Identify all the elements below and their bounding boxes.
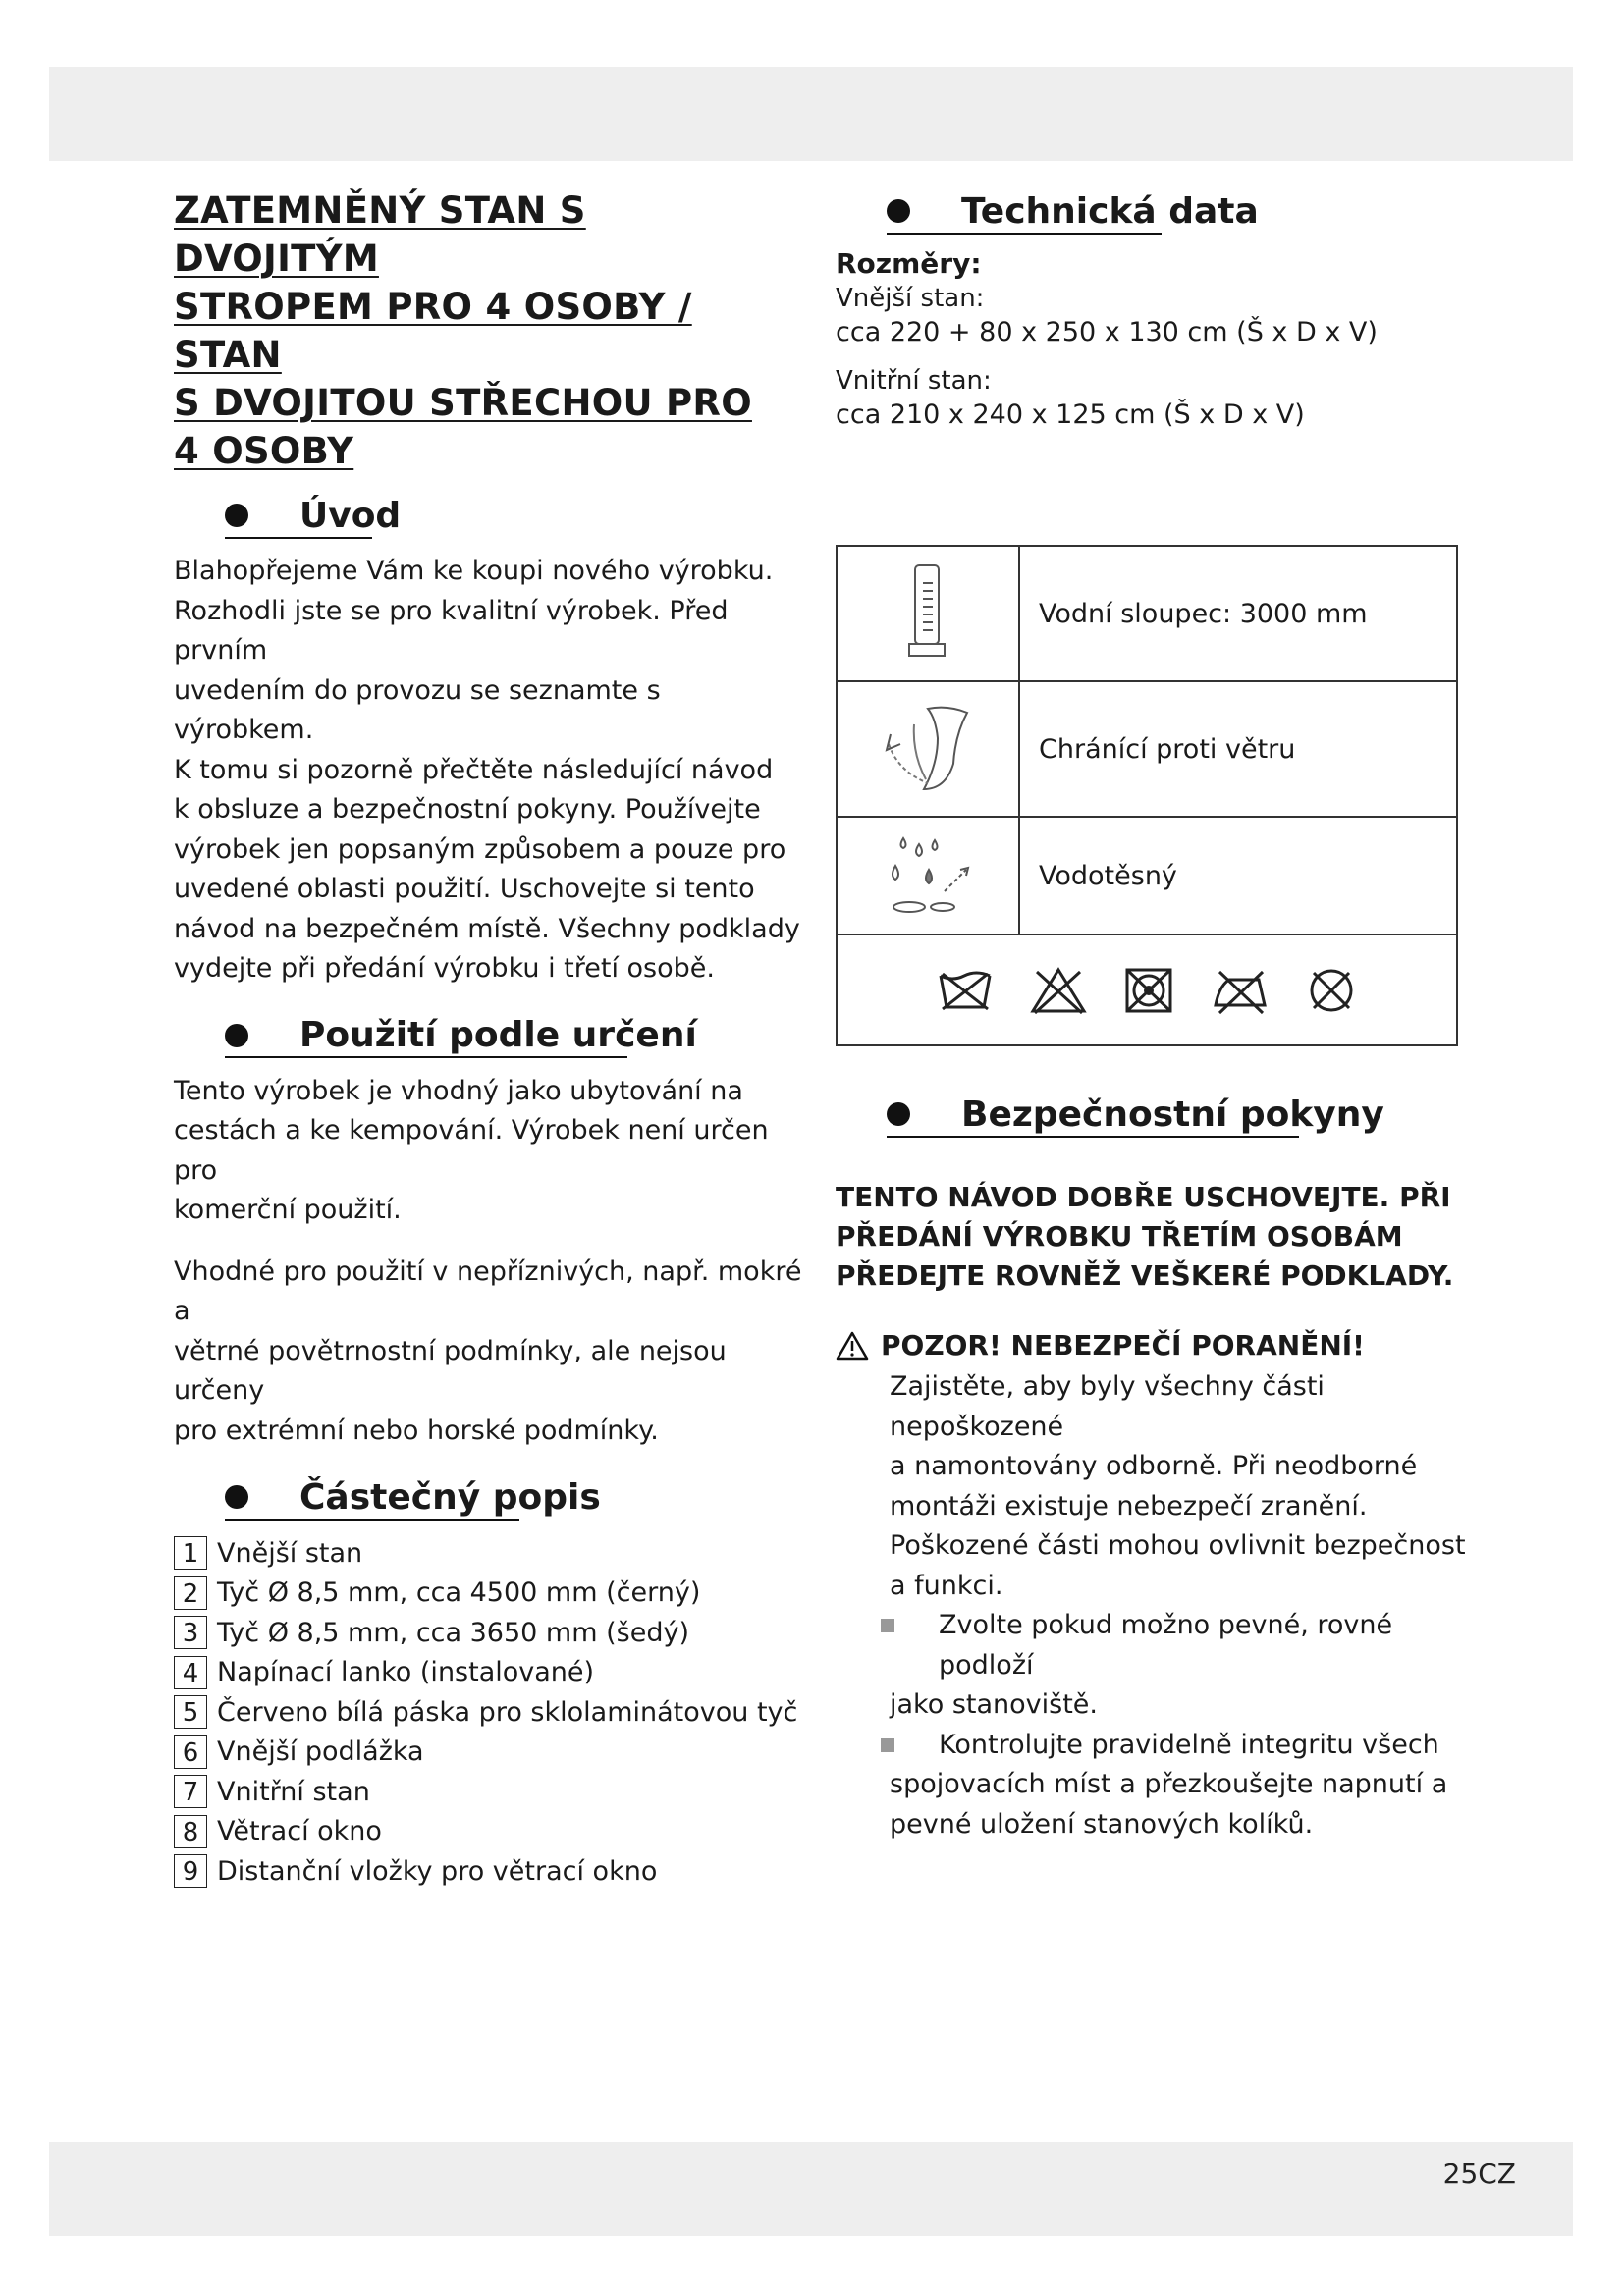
intended-use-text-2 [174, 1253, 802, 1452]
list-item [174, 1574, 802, 1614]
text-line: K tomu si pozorně přečtěte následující návod [174, 754, 774, 785]
part-number: 2 [174, 1576, 207, 1610]
page-title [174, 187, 802, 475]
right-column [836, 187, 1464, 447]
spec-text: Chránící proti větru [1039, 733, 1296, 765]
part-label: Tyč Ø 8,5 mm, cca 3650 mm (šedý) [217, 1617, 689, 1648]
list-item [174, 1772, 802, 1812]
intro-heading [174, 491, 802, 540]
part-number: 6 [174, 1735, 207, 1769]
text-line: pro extrémní nebo horské podmínky. [174, 1415, 659, 1446]
text-line: PŘEDÁNÍ VÝROBKU TŘETÍM OSOBÁM [836, 1220, 1403, 1253]
table-row [838, 547, 1456, 682]
intended-use-heading-text: Použití podle určení [270, 1015, 697, 1055]
text-line: montáži existuje nebezpečí zranění. [890, 1490, 1368, 1522]
inner-tent-label: Vnitřní stan: [836, 366, 992, 396]
intro-heading-text: Úvod [270, 496, 401, 536]
part-number: 1 [174, 1536, 207, 1570]
part-number: 5 [174, 1695, 207, 1729]
list-item [174, 1653, 802, 1693]
title-line: 4 OSOBY [174, 430, 354, 472]
square-bullet-icon [881, 1738, 894, 1752]
list-item [174, 1613, 802, 1653]
part-number: 9 [174, 1854, 207, 1888]
text-line: uvedením do provozu se seznamte s výrobkem. [174, 674, 661, 745]
text-line: a funkci. [890, 1570, 1003, 1601]
warning-text [836, 1367, 1484, 1606]
left-column [174, 187, 802, 1892]
part-label: Napínací lanko (instalované) [217, 1657, 595, 1688]
text-line: Zvolte pokud možno pevné, rovné podloží [939, 1610, 1393, 1681]
part-number: 4 [174, 1656, 207, 1689]
part-label: Distanční vložky pro větrací okno [217, 1855, 658, 1887]
text-line: Poškozené části mohou ovlivnit bezpečnost [890, 1530, 1466, 1561]
table-row [838, 682, 1456, 818]
text-line: Tento výrobek je vhodný jako ubytování na [174, 1075, 743, 1106]
no-iron-icon [1210, 966, 1271, 1015]
warning-title-text: POZOR! NEBEZPEČÍ PORANĚNÍ! [881, 1329, 1365, 1362]
list-item [174, 1533, 802, 1574]
part-label: Větrací okno [217, 1816, 382, 1847]
list-item [836, 1606, 1484, 1726]
tech-heading-text: Technická data [932, 191, 1259, 232]
page-number: 25CZ [1442, 2158, 1516, 2190]
text-line: a namontovány odborně. Při neodborné [890, 1451, 1418, 1481]
safety-section [836, 1090, 1484, 1844]
safety-heading-text: Bezpečnostní pokyny [932, 1095, 1384, 1135]
care-symbols [838, 935, 1456, 1044]
text-line: větrné povětrnostní podmínky, ale nejsou určeny [174, 1335, 727, 1406]
bullet-icon [225, 1485, 248, 1509]
warning-triangle-icon [836, 1331, 869, 1361]
intended-use-heading [174, 1011, 802, 1060]
title-line: S DVOJITOU STŘECHOU PRO [174, 382, 752, 424]
spec-text: Vodotěsný [1039, 860, 1177, 891]
part-number: 7 [174, 1775, 207, 1808]
text-line: výrobek jen popsaným způsobem a pouze pro [174, 833, 786, 865]
bullet-icon [225, 1024, 248, 1047]
parts-heading [174, 1472, 802, 1522]
parts-heading-text: Částečný popis [270, 1477, 601, 1518]
no-dry-clean-icon [1306, 965, 1357, 1016]
bullet-icon [887, 199, 910, 223]
text-line: k obsluze a bezpečnostní pokyny. Používejte [174, 794, 761, 825]
intro-text [174, 552, 802, 989]
outer-tent-label: Vnější stan: [836, 284, 985, 313]
text-line: pevné uložení stanových kolíků. [890, 1808, 1314, 1840]
safety-heading [836, 1090, 1484, 1139]
header-band [49, 67, 1573, 161]
part-label: Vnější podlážka [217, 1736, 424, 1768]
bullet-icon [887, 1102, 910, 1126]
dimensions-label: Rozměry: [836, 247, 982, 280]
spec-table [836, 545, 1458, 1046]
footer-band [49, 2142, 1573, 2236]
text-line: Rozhodli jste se pro kvalitní výrobek. Před prvním [174, 595, 729, 666]
list-item [174, 1851, 802, 1892]
safety-notice [836, 1178, 1484, 1296]
part-number: 8 [174, 1815, 207, 1848]
outer-tent-value: cca 220 + 80 x 250 x 130 cm (Š x D x V) [836, 317, 1378, 347]
bullet-icon [225, 504, 248, 527]
part-label: Červeno bílá páska pro sklolaminátovou tyč [217, 1696, 798, 1728]
text-line: spojovacích míst a přezkoušejte napnutí a [890, 1769, 1448, 1799]
text-line: TENTO NÁVOD DOBŘE USCHOVEJTE. PŘI [836, 1181, 1451, 1213]
part-label: Tyč Ø 8,5 mm, cca 4500 mm (černý) [217, 1577, 701, 1609]
table-row [838, 818, 1456, 935]
list-item [174, 1812, 802, 1852]
list-item [174, 1733, 802, 1773]
spec-text: Vodní sloupec: 3000 mm [1039, 598, 1368, 629]
text-line: komerční použití. [174, 1195, 402, 1225]
text-line: uvedené oblasti použití. Uschovejte si tento [174, 874, 755, 904]
parts-list [174, 1533, 802, 1892]
title-line: STROPEM PRO 4 OSOBY / STAN [174, 286, 692, 376]
part-number: 3 [174, 1616, 207, 1649]
list-item [836, 1726, 1484, 1845]
text-line: Vhodné pro použití v nepříznivých, např. mokré a [174, 1255, 802, 1326]
wind-protection-icon [838, 682, 1020, 816]
water-column-icon [838, 547, 1020, 680]
list-item [174, 1692, 802, 1733]
intended-use-text-1 [174, 1072, 802, 1231]
inner-tent-value: cca 210 x 240 x 125 cm (Š x D x V) [836, 400, 1305, 430]
text-line: Blahopřejeme Vám ke koupi nového výrobku. [174, 556, 774, 586]
waterproof-icon [838, 818, 1020, 934]
title-line: ZATEMNĚNÝ STAN S DVOJITÝM [174, 189, 586, 280]
text-line: PŘEDEJTE ROVNĚŽ VEŠKERÉ PODKLADY. [836, 1259, 1454, 1292]
text-line: návod na bezpečném místě. Všechny podklady [174, 913, 800, 944]
text-line: Kontrolujte pravidelně integritu všech [939, 1729, 1439, 1760]
no-wash-icon [937, 968, 994, 1013]
part-label: Vnitřní stan [217, 1776, 370, 1807]
no-tumble-dry-icon [1123, 966, 1174, 1015]
warning-title [836, 1329, 1484, 1362]
tech-heading [836, 187, 1464, 236]
text-line: cestách a ke kempování. Výrobek není určen pro [174, 1115, 769, 1186]
square-bullet-icon [881, 1619, 894, 1632]
text-line: vydejte při předání výrobku i třetí osobě. [174, 953, 715, 984]
no-bleach-icon [1029, 966, 1088, 1015]
text-line: Zajistěte, aby byly všechny části nepoškozené [890, 1371, 1325, 1442]
text-line: jako stanoviště. [890, 1689, 1098, 1720]
part-label: Vnější stan [217, 1537, 363, 1569]
